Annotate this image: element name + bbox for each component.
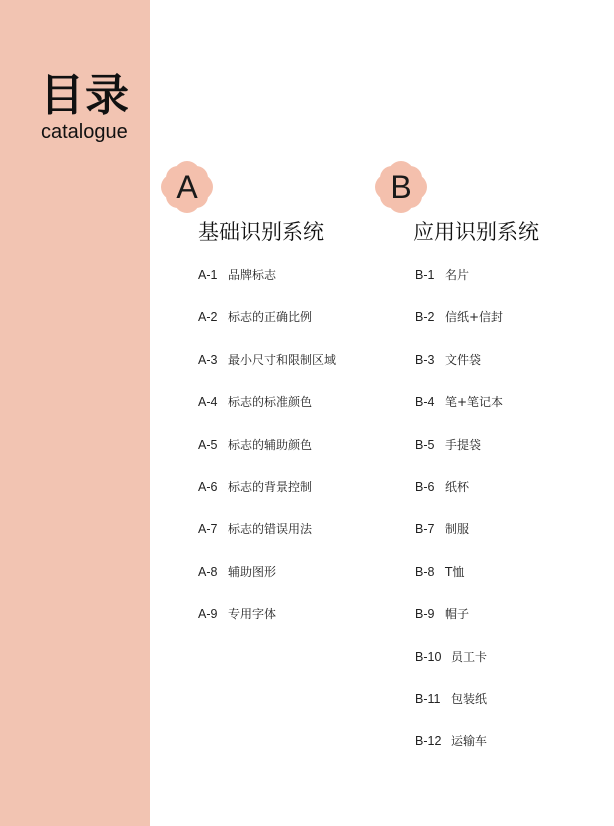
toc-item-label: 制服 xyxy=(445,522,470,537)
toc-item-code: A-6 xyxy=(198,479,218,494)
toc-item-code: A-8 xyxy=(198,564,218,579)
toc-item-label: 标志的背景控制 xyxy=(228,479,313,494)
section-letter-b: B xyxy=(390,169,412,205)
flower-badge-a xyxy=(158,158,216,216)
toc-item-label: 辅助图形 xyxy=(228,564,277,579)
toc-item-label: 纸杯 xyxy=(445,479,470,494)
section-title-b: 应用识别系统 xyxy=(413,220,539,244)
toc-item-code: A-9 xyxy=(198,607,218,622)
toc-item-label: 员工卡 xyxy=(451,649,488,664)
toc-item-code: B-9 xyxy=(415,607,435,622)
toc-item[interactable] xyxy=(415,309,503,351)
toc-item-label: 笔+笔记本 xyxy=(445,395,504,410)
toc-item-label: 标志的辅助颜色 xyxy=(228,437,313,452)
flower-badge-b xyxy=(372,158,430,216)
toc-item-label: 专用字体 xyxy=(228,607,277,622)
toc-item-label: 标志的标准颜色 xyxy=(228,395,313,410)
toc-item[interactable] xyxy=(198,394,336,436)
toc-item[interactable] xyxy=(415,394,503,436)
toc-item-code: B-7 xyxy=(415,522,435,537)
toc-item-code: A-5 xyxy=(198,437,218,452)
toc-item-label: 包装纸 xyxy=(451,691,488,706)
toc-list-b xyxy=(415,267,503,776)
toc-item[interactable] xyxy=(415,479,503,521)
page-title: 目录 xyxy=(40,70,130,121)
toc-item[interactable] xyxy=(415,691,503,733)
toc-item[interactable] xyxy=(198,352,336,394)
toc-item-code: B-5 xyxy=(415,437,435,452)
toc-item-code: B-1 xyxy=(415,268,435,282)
toc-item[interactable] xyxy=(415,352,503,394)
toc-item-code: A-7 xyxy=(198,522,218,537)
toc-item-code: B-8 xyxy=(415,564,435,579)
toc-item-code: A-1 xyxy=(198,268,218,282)
toc-item-code: B-4 xyxy=(415,395,435,410)
toc-item-label: 帽子 xyxy=(445,607,470,622)
toc-list-a xyxy=(198,267,336,649)
toc-item-label: 品牌标志 xyxy=(228,268,277,282)
toc-item[interactable] xyxy=(415,267,503,309)
section-letter-a: A xyxy=(176,169,198,205)
toc-item-label: 最小尺寸和限制区域 xyxy=(228,352,337,367)
toc-item-code: B-12 xyxy=(415,734,442,749)
toc-item-label: 名片 xyxy=(445,268,470,282)
toc-item-code: A-4 xyxy=(198,395,218,410)
toc-item[interactable] xyxy=(415,437,503,479)
toc-item-label: 手提袋 xyxy=(445,437,482,452)
toc-item-label: 文件袋 xyxy=(445,352,482,367)
toc-item[interactable] xyxy=(198,479,336,521)
toc-item[interactable] xyxy=(415,606,503,648)
toc-item[interactable] xyxy=(415,564,503,606)
page-subtitle: catalogue xyxy=(41,121,128,143)
toc-item-code: B-10 xyxy=(415,649,442,664)
toc-item[interactable] xyxy=(198,267,336,309)
toc-item[interactable] xyxy=(415,733,503,775)
toc-item[interactable] xyxy=(198,521,336,563)
toc-item-code: A-2 xyxy=(198,310,218,325)
toc-item-code: B-3 xyxy=(415,352,435,367)
toc-item-code: B-11 xyxy=(415,691,441,706)
toc-item-code: B-2 xyxy=(415,310,435,325)
toc-item-code: B-6 xyxy=(415,479,435,494)
toc-item-code: A-3 xyxy=(198,352,218,367)
toc-item[interactable] xyxy=(198,437,336,479)
toc-item[interactable] xyxy=(198,564,336,606)
toc-item-label: 标志的错误用法 xyxy=(228,522,313,537)
toc-item-label: 信纸+信封 xyxy=(445,310,504,325)
toc-item-label: T恤 xyxy=(445,564,465,579)
section-title-a: 基础识别系统 xyxy=(198,220,324,244)
toc-item-label: 运输车 xyxy=(451,734,488,749)
toc-item-label: 标志的正确比例 xyxy=(228,310,313,325)
toc-item[interactable] xyxy=(198,309,336,351)
toc-item[interactable] xyxy=(415,649,503,691)
toc-item[interactable] xyxy=(198,606,336,648)
toc-item[interactable] xyxy=(415,521,503,563)
